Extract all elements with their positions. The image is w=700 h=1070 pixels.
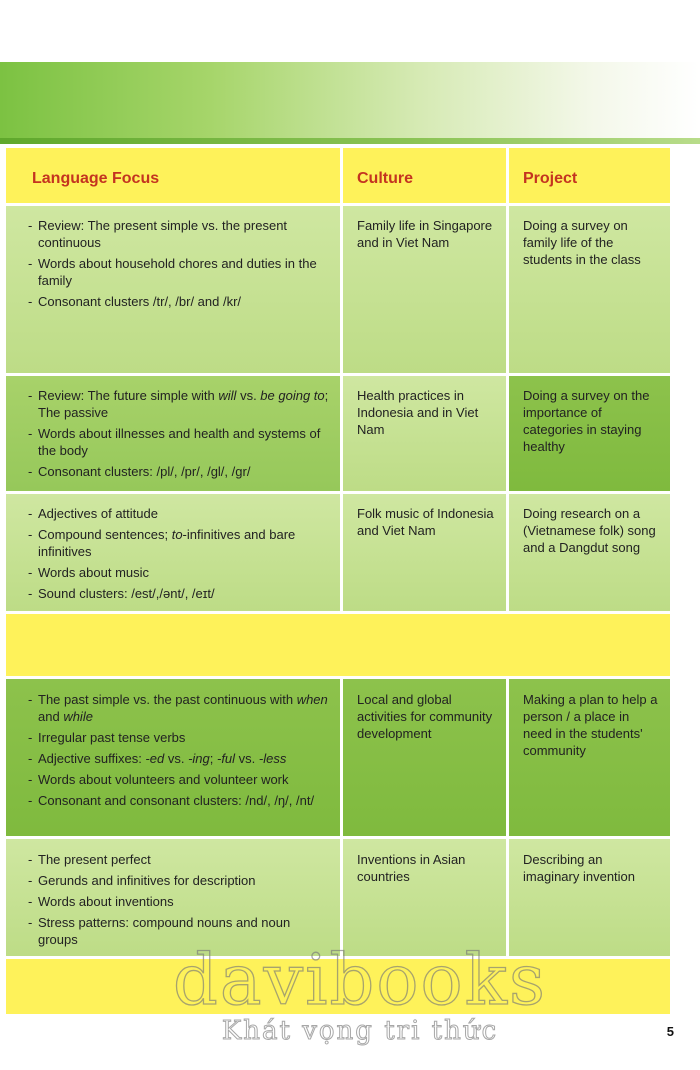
table-row xyxy=(6,839,670,959)
syllabus-table xyxy=(6,148,670,1014)
list-item: - Adjective suffixes: -ed vs. -ing; -ful vs. -less xyxy=(28,750,330,767)
project-cell: Making a plan to help a person / a place in need in the students' community xyxy=(509,679,670,839)
header-gradient-band xyxy=(0,62,700,142)
list-item: - Words about inventions xyxy=(28,893,330,910)
language-focus-cell xyxy=(6,839,343,959)
table-row xyxy=(6,376,670,494)
table-row xyxy=(6,206,670,376)
list-item: - Gerunds and infinitives for description xyxy=(28,872,330,889)
language-focus-cell xyxy=(6,679,343,839)
language-focus-cell xyxy=(6,376,343,494)
yellow-separator-band xyxy=(6,614,670,679)
language-focus-cell xyxy=(6,206,343,376)
culture-cell: Inventions in Asian countries xyxy=(343,839,509,959)
header-language-focus: Language Focus xyxy=(6,148,343,206)
project-cell: Doing a survey on family life of the students in the class xyxy=(509,206,670,376)
list-item: - Consonant clusters: /pl/, /pr/, /gl/, /gr/ xyxy=(28,463,330,480)
table-header-row xyxy=(6,148,670,206)
list-item: - Words about music xyxy=(28,564,330,581)
list-item: - Sound clusters: /est/,/ənt/, /eɪt/ xyxy=(28,585,330,602)
table-row xyxy=(6,494,670,614)
project-cell: Describing an imaginary invention xyxy=(509,839,670,959)
table-row xyxy=(6,679,670,839)
list-item: - Words about illnesses and health and systems of the body xyxy=(28,425,330,459)
yellow-footer-band xyxy=(6,959,670,1014)
list-item: - The past simple vs. the past continuous with when and while xyxy=(28,691,330,725)
list-item: - Irregular past tense verbs xyxy=(28,729,330,746)
project-cell: Doing a survey on the importance of categories in staying healthy xyxy=(509,376,670,494)
header-project: Project xyxy=(509,148,670,206)
page-number: 5 xyxy=(666,1024,674,1039)
header-divider xyxy=(0,138,700,144)
list-item: - Stress patterns: compound nouns and noun groups xyxy=(28,914,330,948)
list-item: - Words about volunteers and volunteer work xyxy=(28,771,330,788)
header-culture: Culture xyxy=(343,148,509,206)
language-focus-cell xyxy=(6,494,343,614)
list-item: - Review: The present simple vs. the present continuous xyxy=(28,217,330,251)
culture-cell: Local and global activities for community development xyxy=(343,679,509,839)
list-item: - Review: The future simple with will vs. be going to; The passive xyxy=(28,387,330,421)
list-item: - Consonant clusters /tr/, /br/ and /kr/ xyxy=(28,293,330,310)
list-item: - Words about household chores and duties in the family xyxy=(28,255,330,289)
list-item: - Consonant and consonant clusters: /nd/, /ŋ/, /nt/ xyxy=(28,792,330,809)
project-cell: Doing research on a (Vietnamese folk) song and a Dangdut song xyxy=(509,494,670,614)
list-item: - The present perfect xyxy=(28,851,330,868)
culture-cell: Health practices in Indonesia and in Viet Nam xyxy=(343,376,509,494)
list-item: - Compound sentences; to-infinitives and bare infinitives xyxy=(28,526,330,560)
list-item: - Adjectives of attitude xyxy=(28,505,330,522)
culture-cell: Family life in Singapore and in Viet Nam xyxy=(343,206,509,376)
culture-cell: Folk music of Indonesia and Viet Nam xyxy=(343,494,509,614)
watermark-sub: Khát vọng tri thức xyxy=(221,1016,499,1046)
